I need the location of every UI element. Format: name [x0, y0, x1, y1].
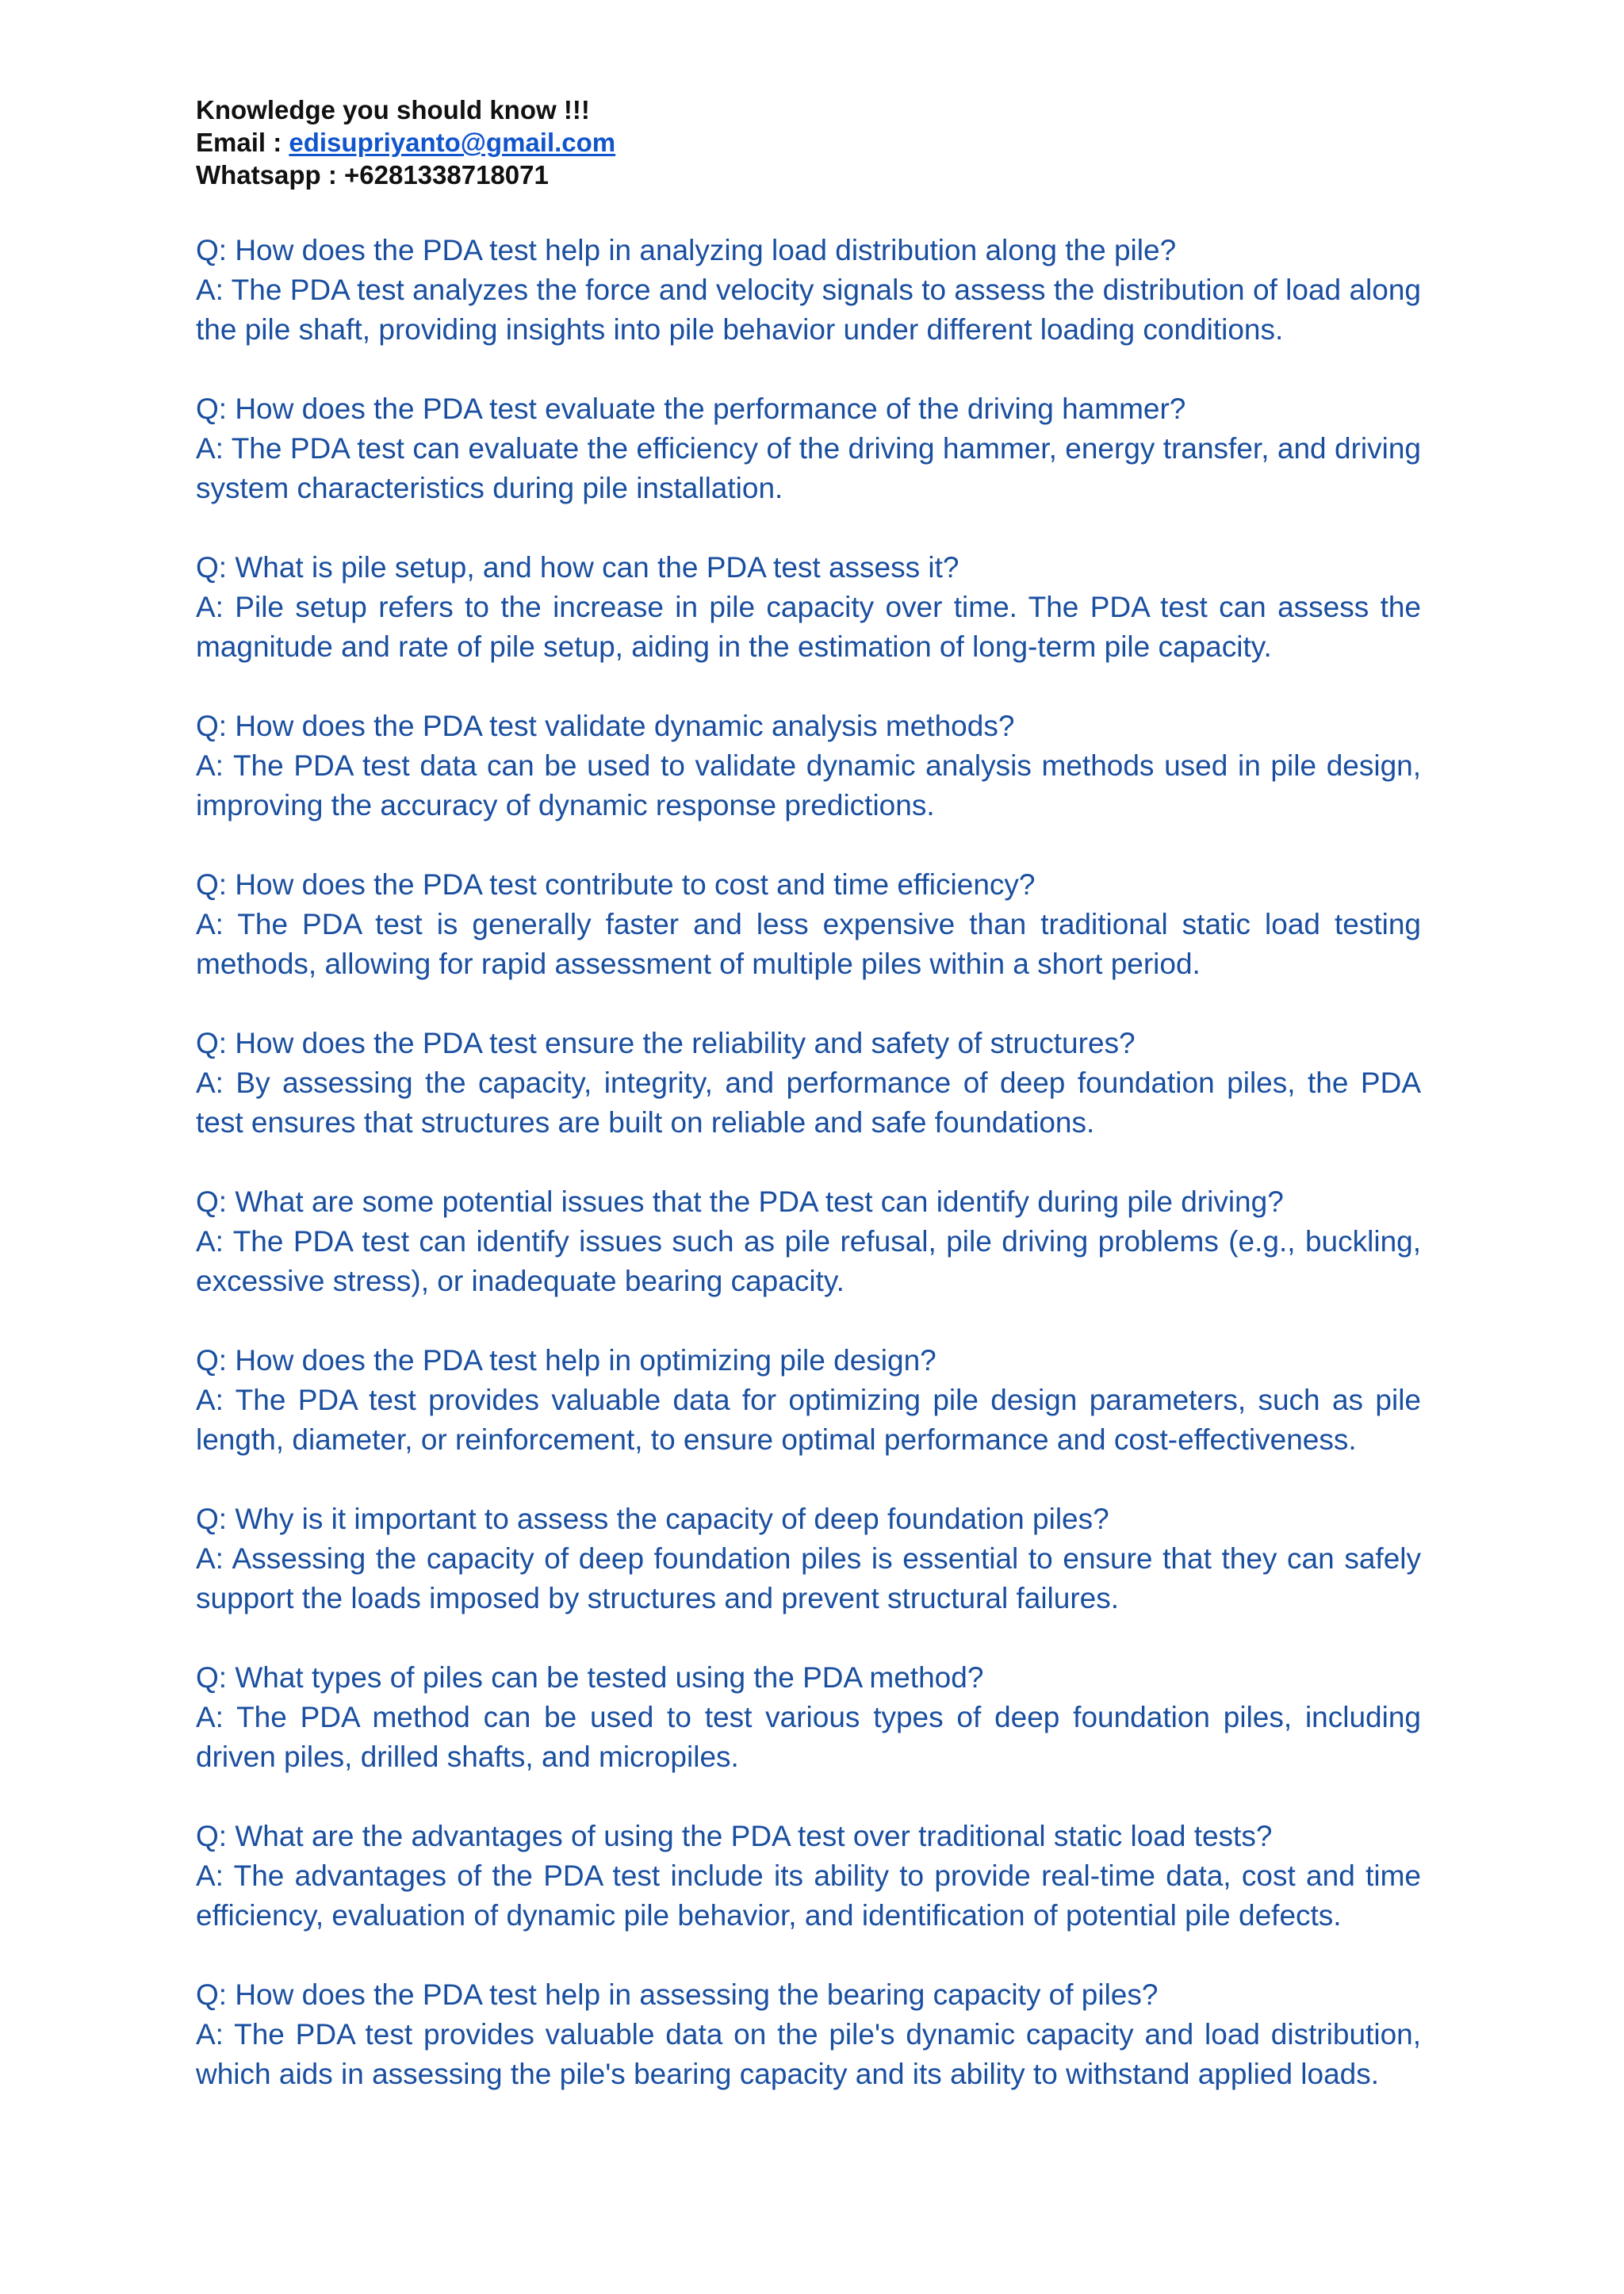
answer: A: The PDA test can evaluate the efficiency of the driving hammer, energy transfer, and driving system characteristics during pile installation. — [196, 432, 1421, 504]
qa-list — [196, 231, 1421, 2094]
question: Q: How does the PDA test contribute to cost and time efficiency? — [196, 868, 1036, 901]
question: Q: What types of piles can be tested using the PDA method? — [196, 1661, 984, 1694]
qa-item — [196, 1182, 1421, 1301]
qa-item — [196, 389, 1421, 508]
answer: A: The PDA test analyzes the force and velocity signals to assess the distribution of load along the pile shaft, providing insights into pile behavior under different loading conditions. — [196, 274, 1421, 346]
question: Q: How does the PDA test evaluate the performance of the driving hammer? — [196, 393, 1186, 425]
question: Q: What are the advantages of using the PDA test over traditional static load tests? — [196, 1820, 1273, 1852]
contact-header — [196, 94, 1421, 191]
question: Q: How does the PDA test help in optimizing pile design? — [196, 1344, 936, 1377]
header-title: Knowledge you should know !!! — [196, 95, 590, 124]
document-page — [196, 94, 1421, 2134]
answer: A: The PDA test provides valuable data on the pile's dynamic capacity and load distribution, which aids in assessing the pile's bearing capacity and its ability to withstand applied loads. — [196, 2018, 1421, 2090]
qa-item — [196, 1658, 1421, 1777]
answer: A: Assessing the capacity of deep foundation piles is essential to ensure that they can safely support the loads imposed by structures and prevent structural failures. — [196, 1542, 1421, 1614]
answer: A: The PDA test provides valuable data for optimizing pile design parameters, such as pile length, diameter, or reinforcement, to ensure optimal performance and cost-effectiveness. — [196, 1384, 1421, 1456]
email-label: Email : — [196, 128, 289, 157]
answer: A: The PDA test is generally faster and less expensive than traditional static load testing methods, allowing for rapid assessment of multiple piles within a short period. — [196, 908, 1421, 980]
qa-item — [196, 1341, 1421, 1460]
answer: A: The PDA test data can be used to validate dynamic analysis methods used in pile design, improving the accuracy of dynamic response predictions. — [196, 749, 1421, 821]
answer: A: The PDA method can be used to test various types of deep foundation piles, including driven piles, drilled shafts, and micropiles. — [196, 1701, 1421, 1773]
answer: A: Pile setup refers to the increase in pile capacity over time. The PDA test can assess the magnitude and rate of pile setup, aiding in the estimation of long-term pile capacity. — [196, 591, 1421, 663]
question: Q: How does the PDA test help in analyzing load distribution along the pile? — [196, 234, 1177, 266]
qa-item — [196, 231, 1421, 350]
email-line — [196, 126, 1421, 159]
question: Q: How does the PDA test help in assessing the bearing capacity of piles? — [196, 1978, 1159, 2011]
whatsapp-line: Whatsapp : +6281338718071 — [196, 160, 549, 190]
qa-item — [196, 865, 1421, 984]
question: Q: How does the PDA test validate dynamic analysis methods? — [196, 710, 1015, 742]
qa-item — [196, 1024, 1421, 1143]
qa-item — [196, 1975, 1421, 2094]
qa-item — [196, 548, 1421, 667]
qa-item — [196, 707, 1421, 825]
question: Q: How does the PDA test ensure the reliability and safety of structures? — [196, 1027, 1136, 1059]
question: Q: What is pile setup, and how can the PDA test assess it? — [196, 551, 959, 584]
question: Q: Why is it important to assess the capacity of deep foundation piles? — [196, 1503, 1109, 1535]
email-link[interactable]: edisupriyanto@gmail.com — [289, 128, 616, 157]
answer: A: The PDA test can identify issues such as pile refusal, pile driving problems (e.g., buckling, excessive stress), or inadequate bearing capacity. — [196, 1225, 1421, 1297]
answer: A: By assessing the capacity, integrity, and performance of deep foundation piles, the PDA test ensures that structures are built on reliable and safe foundations. — [196, 1067, 1421, 1139]
answer: A: The advantages of the PDA test include its ability to provide real-time data, cost and time efficiency, evaluation of dynamic pile behavior, and identification of potential pile defects. — [196, 1859, 1421, 1932]
qa-item — [196, 1817, 1421, 1936]
question: Q: What are some potential issues that the PDA test can identify during pile driving? — [196, 1185, 1284, 1218]
qa-item — [196, 1499, 1421, 1618]
